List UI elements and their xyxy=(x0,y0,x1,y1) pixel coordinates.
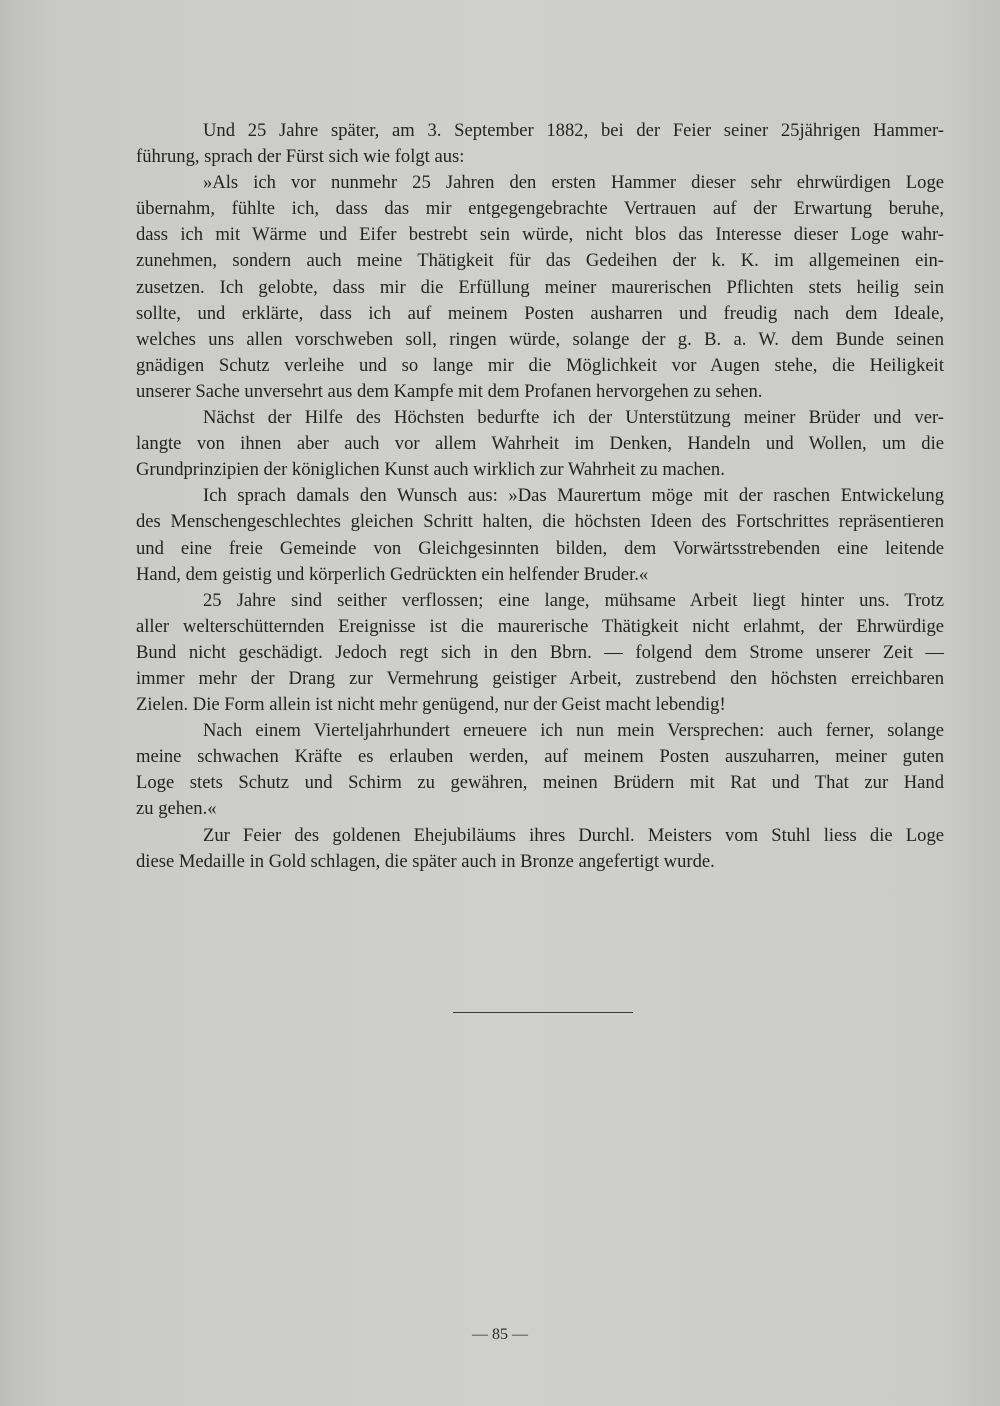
text-line: zu gehen.« xyxy=(136,798,217,820)
text-line: zusetzen. Ich gelobte, dass mir die Erfüllung meiner maurerischen Pflichten stets heilig sein xyxy=(136,276,944,298)
text-line: sollte, und erklärte, dass ich auf meinem Posten ausharren und freudig nach dem Ideale, xyxy=(136,302,944,324)
text-line: langte von ihnen aber auch vor allem Wahrheit im Denken, Handeln und Wollen, um die xyxy=(136,433,944,455)
text-line: dass ich mit Wärme und Eifer bestrebt sein würde, nicht blos das Interesse dieser Loge wahr- xyxy=(136,224,944,246)
text-line: meine schwachen Kräfte es erlauben werden, auf meinem Posten auszuharren, meiner guten xyxy=(136,746,944,768)
section-divider-rule xyxy=(453,1012,633,1013)
text-line: führung, sprach der Fürst sich wie folgt aus: xyxy=(136,146,465,168)
body-text xyxy=(136,118,944,875)
text-line: und eine freie Gemeinde von Gleichgesinnten bilden, dem Vorwärtsstrebenden eine leitende xyxy=(136,537,944,559)
text-line: Nach einem Vierteljahrhundert erneuere ich nun mein Versprechen: auch ferner, solange xyxy=(203,720,944,742)
text-line: aller welterschütternden Ereignisse ist die maurerische Thätigkeit nicht erlahmt, der Ehrwürdige xyxy=(136,615,944,637)
text-line: unserer Sache unversehrt aus dem Kampfe mit dem Profanen hervorgehen zu sehen. xyxy=(136,380,763,402)
text-line: Zur Feier des goldenen Ehejubiläums ihres Durchl. Meisters vom Stuhl liess die Loge xyxy=(203,824,944,846)
text-line: diese Medaille in Gold schlagen, die später auch in Bronze angefertigt wurde. xyxy=(136,850,715,872)
text-line: Und 25 Jahre später, am 3. September 1882, bei der Feier seiner 25jährigen Hammer- xyxy=(203,120,944,141)
text-line: immer mehr der Drang zur Vermehrung geistiger Arbeit, zustrebend den höchsten erreichbaren xyxy=(136,667,944,689)
text-line: Zielen. Die Form allein ist nicht mehr genügend, nur der Geist macht lebendig! xyxy=(136,694,726,716)
text-line: Grundprinzipien der königlichen Kunst auch wirklich zur Wahrheit zu machen. xyxy=(136,459,725,481)
text-line: Bund nicht geschädigt. Jedoch regt sich in den Bbrn. — folgend dem Strome unserer Zeit — xyxy=(136,641,944,663)
text-line: Nächst der Hilfe des Höchsten bedurfte ich der Unterstützung meiner Brüder und ver- xyxy=(203,407,944,429)
text-line: des Menschengeschlechtes gleichen Schritt halten, die höchsten Ideen des Fortschrittes repräsentieren xyxy=(136,511,944,533)
text-line: gnädigen Schutz verleihe und so lange mir die Möglichkeit vor Augen stehe, die Heiligkeit xyxy=(136,354,944,376)
text-line: 25 Jahre sind seither verflossen; eine lange, mühsame Arbeit liegt hinter uns. Trotz xyxy=(203,589,944,611)
text-line: übernahm, fühlte ich, dass das mir entgegengebrachte Vertrauen auf der Erwartung beruhe, xyxy=(136,198,944,220)
text-line: »Als ich vor nunmehr 25 Jahren den ersten Hammer dieser sehr ehrwürdigen Loge xyxy=(203,172,944,194)
text-line: zunehmen, sondern auch meine Thätigkeit für das Gedeihen der k. K. im allgemeinen ein- xyxy=(136,250,944,272)
text-line: welches uns allen vorschweben soll, ringen würde, solange der g. B. a. W. dem Bunde seinen xyxy=(136,328,944,350)
text-line: Ich sprach damals den Wunsch aus: »Das Maurertum möge mit der raschen Entwickelung xyxy=(203,485,944,507)
page-number: — 85 — xyxy=(472,1326,528,1343)
text-line: Loge stets Schutz und Schirm zu gewähren, meinen Brüdern mit Rat und That zur Hand xyxy=(136,772,944,794)
text-line: Hand, dem geistig und körperlich Gedrückten ein helfender Bruder.« xyxy=(136,563,649,585)
